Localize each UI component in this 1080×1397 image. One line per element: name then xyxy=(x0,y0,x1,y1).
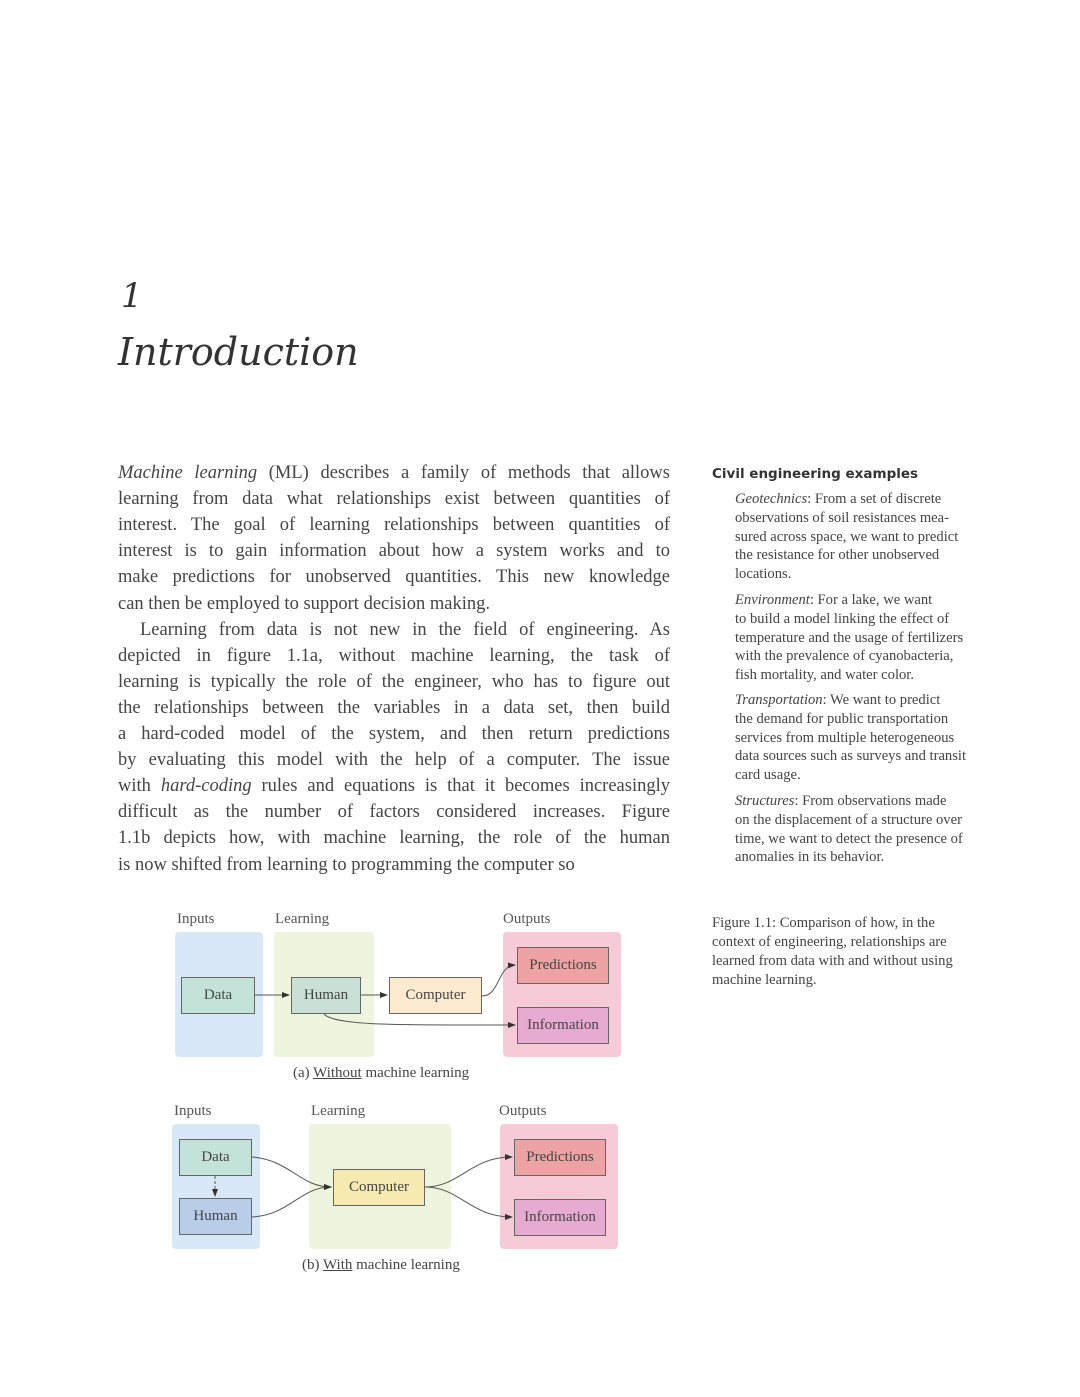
text-segment: with xyxy=(118,776,161,797)
text-segment: fish mortality, and water color. xyxy=(735,667,914,684)
caption-emphasis: With xyxy=(322,1257,353,1273)
text-segment: : From a set of discrete xyxy=(807,491,942,507)
text-segment: the demand for public transportation xyxy=(735,710,949,727)
data-node: Data xyxy=(181,977,255,1014)
text-segment: sured across space, we want to predict xyxy=(735,528,959,545)
text-segment: depicted in figure 1.1a, without machine learning, the task of xyxy=(118,645,670,666)
text-segment: data sources such as surveys and transit xyxy=(735,748,967,765)
information-node: Information xyxy=(514,1199,606,1236)
outputs-label: Outputs xyxy=(503,911,551,927)
information-node: Information xyxy=(517,1007,609,1044)
text-segment: temperature and the usage of fertilizers xyxy=(735,629,964,646)
caption-suffix: machine learning xyxy=(361,1065,470,1081)
text-segment: Learning from data is not new in the field of engineering. As xyxy=(140,619,670,640)
text-segment: card usage. xyxy=(735,767,801,784)
computer-node: Computer xyxy=(389,977,482,1014)
human-node: Human xyxy=(179,1198,252,1235)
data-node: Data xyxy=(179,1139,252,1176)
text-segment: rules and equations is that it becomes increasingly xyxy=(251,776,670,797)
caption-suffix: machine learning xyxy=(352,1257,460,1273)
text-segment: (ML) describes a family of methods that allows xyxy=(257,463,670,483)
caption-prefix: (a) xyxy=(293,1065,314,1081)
arrow-computer-predictions xyxy=(425,1157,512,1187)
inputs-label: Inputs xyxy=(174,1103,212,1119)
emphasis-text: Structures xyxy=(735,793,795,809)
arrow-human-information xyxy=(324,1014,515,1025)
text-segment: : For a lake, we want xyxy=(809,592,933,608)
emphasis-text: hard-coding xyxy=(160,776,252,797)
text-segment: : We want to predict xyxy=(822,692,941,708)
text-segment: make predictions for unobserved quantities. This new knowledge xyxy=(118,567,670,588)
arrow-data-computer xyxy=(252,1157,331,1187)
arrow-computer-information xyxy=(425,1187,512,1217)
text-segment: is now shifted from learning to programming the computer so xyxy=(118,854,575,875)
text-segment: locations. xyxy=(735,566,792,583)
text-segment: interest is to gain information about how a system works and to xyxy=(118,541,670,562)
text-segment: learning is typically the role of the engineer, who has to figure out xyxy=(118,671,670,692)
text-segment: time, we want to detect the presence of xyxy=(735,830,963,847)
inputs-label: Inputs xyxy=(177,911,215,927)
learning-label: Learning xyxy=(311,1103,366,1119)
learning-label: Learning xyxy=(275,911,330,927)
text-segment: interest. The goal of learning relationships between quantities of xyxy=(118,515,670,536)
chapter-number: 1 xyxy=(121,276,143,316)
text-segment: learning from data what relationships exist between quantities of xyxy=(118,489,670,510)
outputs-label: Outputs xyxy=(499,1103,547,1119)
text-segment: Figure 1.1: Comparison of how, in the xyxy=(712,915,935,931)
predictions-node: Predictions xyxy=(514,1139,606,1176)
caption-prefix: (b) xyxy=(302,1257,323,1273)
text-segment: context of engineering, relationships are xyxy=(712,934,947,950)
caption-emphasis: Without xyxy=(313,1065,362,1081)
emphasis-text: Machine learning xyxy=(118,463,258,483)
arrow-human-computer xyxy=(252,1187,331,1217)
text-segment: the resistance for other unobserved xyxy=(735,547,940,564)
text-segment: : From observations made xyxy=(794,793,947,809)
text-segment: with the prevalence of cyanobacteria, xyxy=(735,648,954,665)
text-segment: can then be employed to support decision making. xyxy=(118,593,490,614)
text-segment: difficult as the number of factors considered increases. Figure xyxy=(118,802,670,823)
text-segment: observations of soil resistances mea- xyxy=(735,509,949,526)
text-segment: the relationships between the variables in a data set, then build xyxy=(118,697,670,718)
emphasis-text: Environment xyxy=(735,592,810,608)
emphasis-text: Transportation xyxy=(735,692,823,708)
text-segment: machine learning. xyxy=(712,972,817,988)
computer-node: Computer xyxy=(333,1169,425,1206)
text-segment: 1.1b depicts how, with machine learning, the role of the human xyxy=(118,828,670,849)
text-segment: a hard-coded model of the system, and then return predictions xyxy=(118,724,670,744)
text-segment: learned from data with and without using xyxy=(712,953,953,969)
chapter-title: Introduction xyxy=(118,330,359,374)
text-segment: services from multiple heterogeneous xyxy=(735,729,955,746)
text-segment: on the displacement of a structure over xyxy=(735,811,962,828)
emphasis-text: Geotechnics xyxy=(735,491,808,507)
arrow-computer-predictions xyxy=(482,965,515,996)
text-segment: to build a model linking the effect of xyxy=(735,610,950,627)
text-segment: by evaluating this model with the help of a computer. The issue xyxy=(118,750,670,771)
text-segment: anomalies in its behavior. xyxy=(735,849,885,866)
predictions-node: Predictions xyxy=(517,947,609,984)
sidebar-heading: Civil engineering examples xyxy=(712,466,919,482)
human-node: Human xyxy=(291,977,361,1014)
